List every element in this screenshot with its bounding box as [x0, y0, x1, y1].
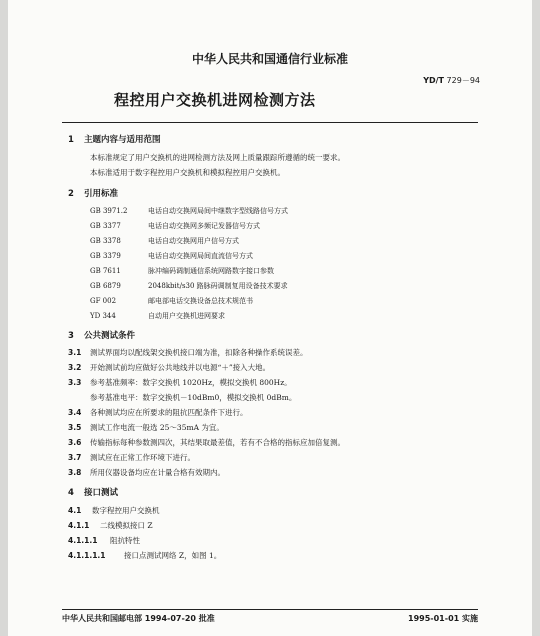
clause-number: 3.1	[68, 348, 82, 357]
clause-item	[68, 437, 345, 448]
standard-number	[423, 75, 480, 86]
clause-item	[68, 452, 195, 463]
section-number: 1	[68, 135, 74, 145]
clause-text: 测试应在正常工作环境下进行。	[90, 453, 195, 462]
section-1-paragraph: 本标准适用于数字程控用户交换机和模拟程控用户交换机。	[90, 168, 285, 177]
clause-text: 数字程控用户交换机	[92, 506, 160, 515]
issuing-organization: 中华人民共和国通信行业标准	[191, 52, 348, 66]
clause-item	[68, 347, 308, 358]
reference-item	[90, 206, 288, 216]
clause-item	[68, 467, 225, 478]
clause-text: 测试界面均以配线架交换机接口端为准，扣除各种操作系统误差。	[90, 348, 308, 357]
reference-item	[90, 251, 253, 261]
section-4-heading	[68, 486, 118, 498]
section-number: 2	[68, 189, 74, 199]
clause-continuation: 参考基准电平：数字交换机－10dBm0，模拟交换机 0dBm。	[90, 393, 297, 402]
clause-number: 3.4	[68, 408, 82, 417]
reference-code: GB 3378	[90, 237, 121, 245]
clause-item	[68, 550, 221, 561]
clause-item	[68, 377, 292, 388]
section-title: 主题内容与适用范围	[84, 135, 161, 145]
clause-text: 接口点测试网络 Z，如图 1。	[124, 551, 222, 560]
reference-code: GB 3971.2	[90, 207, 128, 215]
reference-code: GB 3377	[90, 222, 121, 230]
section-1-heading	[68, 133, 161, 145]
clause-text: 传输指标每种参数测四次，其结果取最差值，若有不合格的指标应加倍复测。	[90, 438, 345, 447]
title-rule	[62, 122, 478, 123]
standard-prefix: YD/T	[423, 76, 444, 85]
clause-item	[68, 535, 140, 546]
clause-item	[68, 505, 160, 516]
reference-title: 2048kbit/s30 路脉码调制复用设备技术要求	[148, 282, 288, 290]
section-title: 公共测试条件	[84, 331, 136, 341]
reference-item	[90, 221, 260, 231]
reference-code: GB 3379	[90, 252, 121, 260]
reference-item	[90, 266, 274, 276]
approval-line: 中华人民共和国邮电部 1994-07-20 批准	[62, 614, 215, 623]
section-1-paragraph: 本标准规定了用户交换机的进网检测方法及网上质量跟踪所遵循的统一要求。	[90, 153, 345, 162]
footer-rule	[62, 609, 478, 610]
standard-code: 729－94	[446, 76, 480, 85]
clause-number: 3.7	[68, 453, 82, 462]
clause-text: 开始测试前均应做好公共地线并以电源“＋”接入大地。	[90, 363, 271, 372]
section-number: 4	[68, 488, 74, 498]
reference-title: 邮电部电话交换设备总技术规范书	[148, 297, 253, 305]
clause-text: 参考基准频率：数字交换机 1020Hz，模拟交换机 800Hz。	[90, 378, 292, 387]
document-title: 程控用户交换机进网检测方法	[114, 91, 316, 109]
clause-item	[68, 407, 248, 418]
clause-text: 阻抗特性	[110, 536, 140, 545]
reference-code: GB 7611	[90, 267, 121, 275]
section-title: 引用标准	[84, 189, 119, 199]
document-page	[8, 0, 532, 636]
clause-number: 4.1.1.1.1	[68, 551, 106, 560]
reference-code: GB 6879	[90, 282, 121, 290]
reference-item	[90, 296, 253, 306]
clause-number: 4.1.1	[68, 521, 90, 530]
clause-number: 4.1.1.1	[68, 536, 98, 545]
section-2-heading	[68, 187, 118, 199]
reference-title: 自动用户交换机进网要求	[148, 312, 225, 320]
clause-text: 测试工作电流一般选 25～35mA 为宜。	[90, 423, 224, 432]
section-number: 3	[68, 331, 74, 341]
reference-item	[90, 311, 225, 321]
reference-code: YD 344	[90, 312, 116, 320]
clause-item	[68, 362, 270, 373]
section-3-heading	[68, 329, 135, 341]
clause-number: 3.3	[68, 378, 82, 387]
section-title: 接口测试	[84, 488, 119, 498]
reference-title: 电话自动交换网局间直流信号方式	[148, 252, 253, 260]
implementation-date: 1995-01-01 实施	[408, 614, 478, 623]
clause-number: 3.2	[68, 363, 82, 372]
reference-title: 电话自动交换网用户信号方式	[148, 237, 239, 245]
clause-item	[68, 520, 153, 531]
reference-item	[90, 281, 288, 291]
clause-number: 3.6	[68, 438, 82, 447]
reference-title: 电话自动交换网多频记发器信号方式	[148, 222, 260, 230]
clause-number: 3.8	[68, 468, 82, 477]
reference-code: GF 002	[90, 297, 117, 305]
clause-item	[68, 422, 224, 433]
clause-text: 二线模拟接口 Z	[100, 521, 153, 530]
clause-number: 4.1	[68, 506, 82, 515]
reference-title: 电话自动交换网局间中继数字型线路信号方式	[148, 207, 288, 215]
clause-text: 所用仪器设备均应在计量合格有效期内。	[90, 468, 225, 477]
reference-item	[90, 236, 239, 246]
clause-number: 3.5	[68, 423, 82, 432]
reference-title: 脉冲编码调制通信系统网路数字接口参数	[148, 267, 274, 275]
clause-text: 各种测试均应在所要求的阻抗匹配条件下进行。	[90, 408, 248, 417]
